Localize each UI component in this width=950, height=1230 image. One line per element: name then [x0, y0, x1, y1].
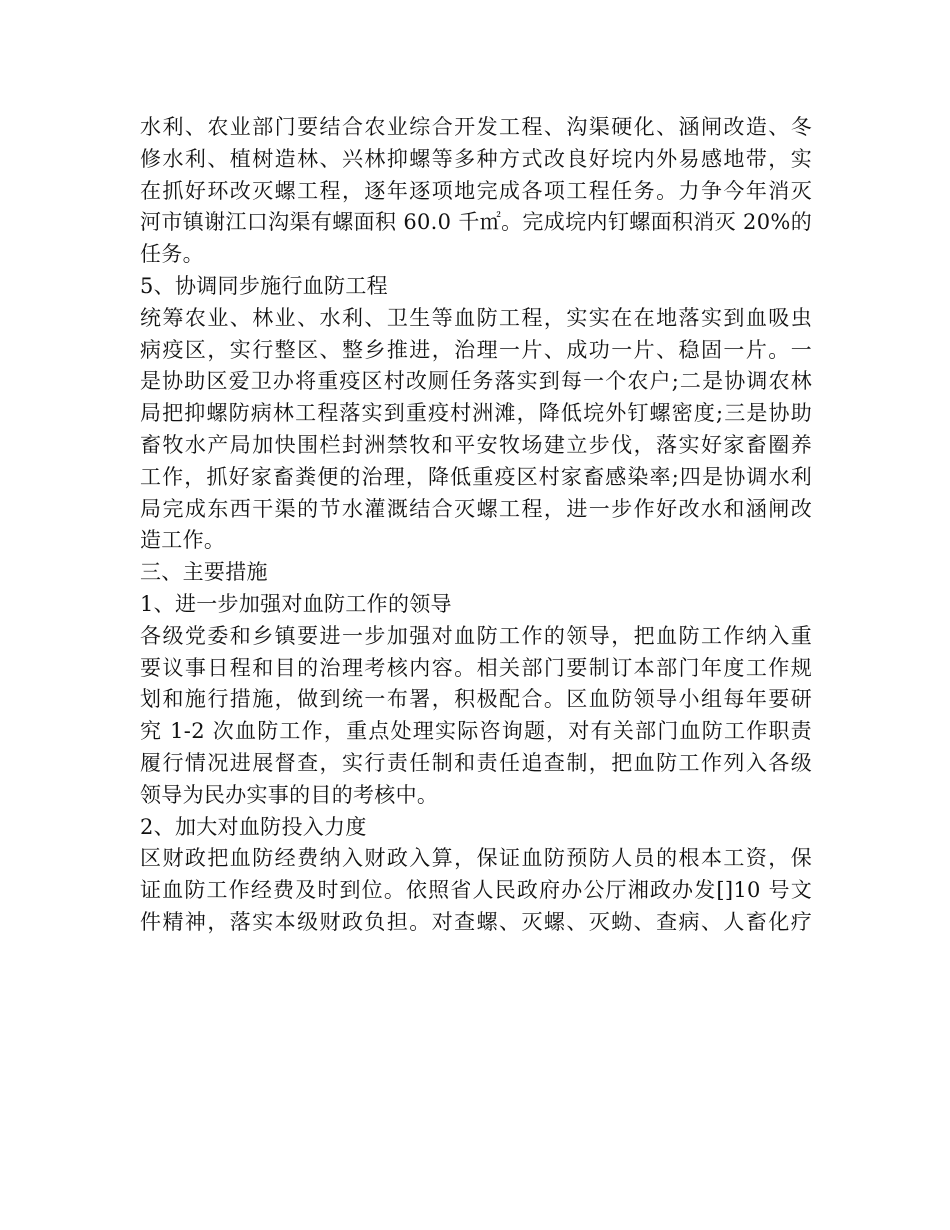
paragraph-line: 各级党委和乡镇要进一步加强对血防工作的领导，把血防工作纳入重	[140, 623, 812, 648]
paragraph-line: 领导为民办实事的目的考核中。	[140, 782, 439, 807]
section-heading-line: 三、主要措施	[140, 560, 268, 585]
paragraph-line: 任务。	[140, 242, 204, 267]
paragraph-line: 件精神，落实本级财政负担。对查螺、灭螺、灭蚴、查病、人畜化疗	[140, 909, 812, 934]
paragraph-line: 履行情况进展督查，实行责任制和责任追查制，把血防工作列入各级	[140, 750, 812, 775]
paragraph-line: 河市镇谢江口沟渠有螺面积 60.0 千㎡。完成垸内钉螺面积消灭 20%的	[140, 210, 812, 235]
section-heading-line: 5、协调同步施行血防工程	[140, 273, 388, 298]
section-heading-line: 1、进一步加强对血防工作的领导	[140, 591, 452, 616]
paragraph-line: 局完成东西干渠的节水灌溉结合灭螺工程，进一步作好改水和涵闸改	[140, 496, 812, 521]
paragraph-line: 证血防工作经费及时到位。依照省人民政府办公厅湘政办发[]10 号文	[140, 878, 812, 903]
paragraph-line: 统筹农业、林业、水利、卫生等血防工程，实实在在地落实到血吸虫	[140, 305, 812, 330]
document-body-text	[140, 112, 812, 939]
paragraph-line: 局把抑螺防病林工程落实到重疫村洲滩，降低垸外钉螺密度;三是协助	[140, 401, 812, 426]
paragraph-line: 修水利、植树造林、兴林抑螺等多种方式改良好垸内外易感地带，实	[140, 146, 812, 171]
paragraph-line: 究 1-2 次血防工作，重点处理实际咨询题，对有关部门血防工作职责	[140, 719, 812, 744]
paragraph-line: 在抓好环改灭螺工程，逐年逐项地完成各项工程任务。力争今年消灭	[140, 178, 812, 203]
paragraph-line: 病疫区，实行整区、整乡推进，治理一片、成功一片、稳固一片。一	[140, 337, 812, 362]
section-heading-line: 2、加大对血防投入力度	[140, 814, 367, 839]
paragraph-line: 要议事日程和目的治理考核内容。相关部门要制订本部门年度工作规	[140, 655, 812, 680]
paragraph-line: 划和施行措施，做到统一布署，积极配合。区血防领导小组每年要研	[140, 687, 812, 712]
paragraph-line: 区财政把血防经费纳入财政入算，保证血防预防人员的根本工资，保	[140, 846, 812, 871]
paragraph-line: 水利、农业部门要结合农业综合开发工程、沟渠硬化、涵闸改造、冬	[140, 115, 812, 139]
paragraph-line: 造工作。	[140, 528, 226, 553]
paragraph-line: 是协助区爱卫办将重疫区村改厕任务落实到每一个农户;二是协调农林	[140, 369, 812, 394]
paragraph-line: 畜牧水产局加快围栏封洲禁牧和平安牧场建立步伐，落实好家畜圈养	[140, 432, 812, 457]
paragraph-line: 工作，抓好家畜粪便的治理，降低重疫区村家畜感染率;四是协调水利	[140, 464, 812, 489]
